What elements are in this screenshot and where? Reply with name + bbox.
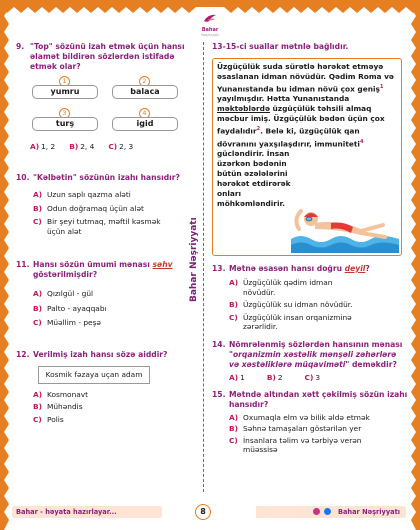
instagram-icon (313, 508, 320, 515)
option-b[interactable]: B) 2 (266, 372, 283, 382)
right-column (212, 42, 408, 455)
answer-options (229, 373, 408, 382)
answer-options (30, 142, 196, 151)
swimmer-illustration (291, 199, 399, 253)
option-b[interactable]: B) Mühəndis (33, 402, 83, 411)
option-c[interactable]: C) Polis (33, 414, 64, 424)
word-number: 2 (139, 76, 150, 87)
option-a[interactable]: A) Oxumaqla elm və bilik əldə etmək (229, 412, 370, 422)
question-number: 14. (212, 339, 226, 349)
question-11 (16, 260, 196, 328)
left-column (16, 42, 196, 424)
footer-slogan: Bahar - həyata hazırlayar... (12, 506, 162, 518)
question-text: Verilmiş izah hansı sözə aiddir? (33, 349, 168, 359)
right-border-decoration (410, 0, 420, 530)
question-15 (212, 390, 408, 455)
underlined-word: məktəblərdə (217, 104, 270, 114)
question-number: 13. (212, 264, 226, 273)
definition-box: Kosmik fəzaya uçan adam (38, 366, 150, 384)
question-number: 11. (16, 260, 30, 269)
option-c[interactable]: C) 2, 3 (108, 142, 134, 151)
reading-passage: Üzgüçülük suda sürətlə hərəkət etməyə əsaslanan idman növüdür. Qədim Roma və Yunanıstanda bu idman növü çox geniş$^1$ yayılmışdır. Hətta Yunanıstanda məktəblərdə üzgüçülük təhsili almaq məcbur imiş. Üzgüçülük bədən üçün çox faydalıdır$^2$. Belə ki, üzgüçülük qan dövranını yaxşılaşdırır, immuniteti$^4$ gücləndirir. İnsan üzərkən bədənin bütün əzələlərini hərəkət etdirərək onları möhkəmləndirir. (212, 58, 402, 256)
word-box: yumru (32, 85, 98, 99)
option-c[interactable]: C) İnsanlara təlim və tərbiyə verən müəssisə (229, 435, 362, 454)
option-b[interactable]: B) Odun doğramaq üçün alət (33, 203, 144, 213)
question-14 (212, 340, 408, 382)
option-a[interactable]: A) 1 (229, 372, 245, 382)
option-a[interactable]: A) Qızılgül - gül (33, 289, 94, 298)
answer-options (229, 413, 408, 455)
footer-brand: Bahar Nəşriyyatı (337, 508, 400, 516)
page-number: 8 (195, 504, 211, 520)
logo-sub: Nəşriyyatı (201, 33, 219, 37)
facebook-icon (324, 508, 331, 515)
option-b[interactable]: B) Üzgüçülük su idman növüdür. (229, 300, 353, 309)
option-a[interactable]: A) Uzun saplı qazma aləti (33, 190, 131, 199)
option-a[interactable]: A) Kosmonavt (33, 389, 89, 399)
word-box: igid (112, 117, 178, 131)
answer-options (229, 278, 408, 332)
logo-name: Bahar (201, 27, 219, 33)
option-a[interactable]: A) 1, 2 (30, 142, 56, 151)
answer-options (33, 390, 196, 425)
question-text: Hansı sözün ümumi mənası səhv göstərilmişdir? (33, 260, 173, 279)
word-number: 1 (59, 76, 70, 87)
question-text: Mətnə əsasən hansı doğru deyil? (229, 264, 370, 273)
word-box: balaca (112, 85, 178, 99)
answer-options (33, 289, 196, 328)
question-10 (16, 173, 196, 236)
passage-title: 13-15-ci suallar mətnlə bağlıdır. (212, 42, 349, 51)
option-c[interactable]: C) Bir şeyi tutmaq, məftil kəsmək üçün alət (33, 217, 161, 236)
option-c[interactable]: C) 3 (304, 372, 321, 382)
option-b[interactable]: B) Səhnə tamaşaları göstərilən yer (229, 424, 362, 433)
word-number: 3 (59, 108, 70, 119)
footer-social (256, 506, 406, 518)
question-13 (212, 264, 408, 332)
option-b[interactable]: B) 2, 4 (69, 142, 95, 151)
question-text: Nömrələnmiş sözlərdən hansının mənası "orqanizmin xəstəlik mənşəli zəhərlərə və xəstəliklərə müqaviməti" deməkdir? (229, 339, 403, 369)
question-text: Mətndə altından xətt çəkilmiş sözün izahı hansıdır? (229, 389, 408, 409)
answer-options (33, 190, 196, 236)
option-c[interactable]: C) Müəllim - peşə (33, 318, 101, 327)
question-number: 15. (212, 389, 226, 399)
option-b[interactable]: B) Palto - ayaqqabı (33, 303, 107, 313)
word-box: turş (32, 117, 98, 131)
left-border-decoration (0, 0, 10, 530)
option-c[interactable]: C) Üzgüçülük insan orqanizminə zərərlidir. (229, 312, 352, 331)
question-text: "Kəlbətin" sözünün izahı hansıdır? (33, 173, 180, 182)
publisher-logo (196, 10, 224, 38)
question-number: 10. (16, 173, 30, 182)
word-number: 4 (139, 108, 150, 119)
word-boxes (16, 76, 196, 136)
vertical-brand-label: Bahar Nəşriyyatı (189, 214, 199, 305)
question-text: "Top" sözünü izah etmək üçün hansı əlamət bildirən sözlərdən istifadə etmək olar? (30, 42, 185, 71)
question-12 (16, 350, 196, 425)
option-a[interactable]: A) Üzgüçülük qədim idman növüdür. (229, 278, 333, 297)
question-number: 12. (16, 349, 30, 359)
bird-logo-icon (202, 13, 218, 25)
question-9 (16, 42, 196, 151)
question-number: 9. (16, 42, 25, 51)
column-divider (203, 42, 204, 492)
